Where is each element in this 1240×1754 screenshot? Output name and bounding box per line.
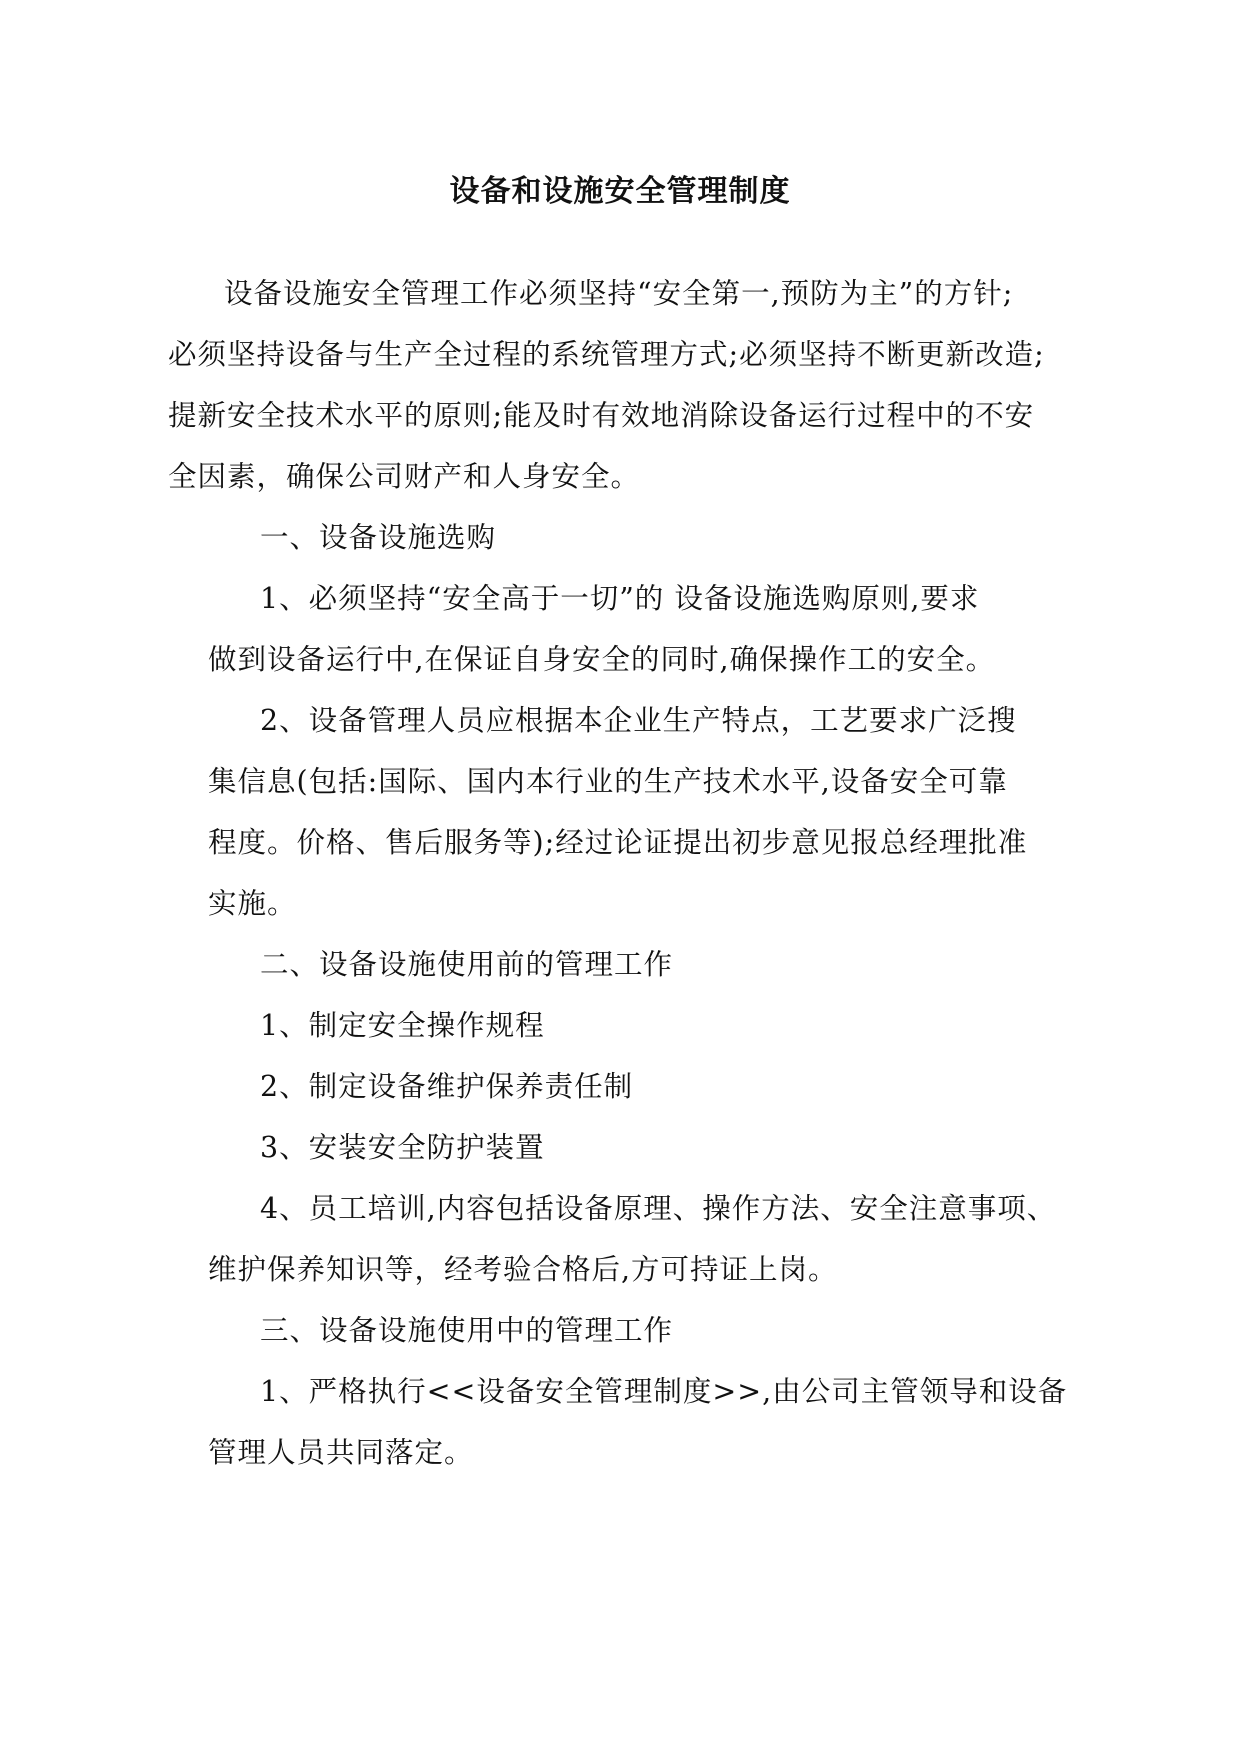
- paragraph-line: 设备设施安全管理工作必须坚持“安全第一,预防为主”的方针;: [224, 277, 1014, 310]
- document-title: 设备和设施安全管理制度: [449, 174, 791, 209]
- section-heading: 三、设备设施使用中的管理工作: [260, 1314, 674, 1347]
- list-item: 1、严格执行<<设备安全管理制度>>,由公司主管领导和设备: [260, 1375, 1068, 1408]
- paragraph-line: 做到设备运行中,在保证自身安全的同时,确保操作工的安全。: [208, 643, 996, 676]
- list-item: 4、员工培训,内容包括设备原理、操作方法、安全注意事项、: [260, 1192, 1057, 1225]
- paragraph-line: 1、必须坚持“安全高于一切”的 设备设施选购原则,要求: [260, 582, 980, 615]
- paragraph-line: 全因素，确保公司财产和人身安全。: [168, 460, 641, 493]
- list-item: 1、制定安全操作规程: [260, 1009, 545, 1042]
- paragraph-line: 提新安全技术水平的原则;能及时有效地消除设备运行过程中的不安: [168, 399, 1035, 432]
- paragraph-line: 管理人员共同落定。: [208, 1436, 474, 1469]
- paragraph-line: 2、设备管理人员应根据本企业生产特点，工艺要求广泛搜: [260, 704, 1017, 737]
- paragraph-line: 维护保养知识等，经考验合格后,方可持证上岗。: [208, 1253, 838, 1286]
- section-heading: 一、设备设施选购: [260, 521, 497, 554]
- section-heading: 二、设备设施使用前的管理工作: [260, 948, 674, 981]
- list-item: 3、安装安全防护装置: [260, 1131, 545, 1164]
- paragraph-line: 必须坚持设备与生产全过程的系统管理方式;必须坚持不断更新改造;: [168, 338, 1045, 371]
- paragraph-line: 集信息(包括:国际、国内本行业的生产技术水平,设备安全可靠: [208, 765, 1008, 798]
- paragraph-line: 程度。价格、售后服务等);经过论证提出初步意见报总经理批准: [208, 826, 1028, 859]
- paragraph-line: 实施。: [208, 887, 297, 920]
- list-item: 2、制定设备维护保养责任制: [260, 1070, 634, 1103]
